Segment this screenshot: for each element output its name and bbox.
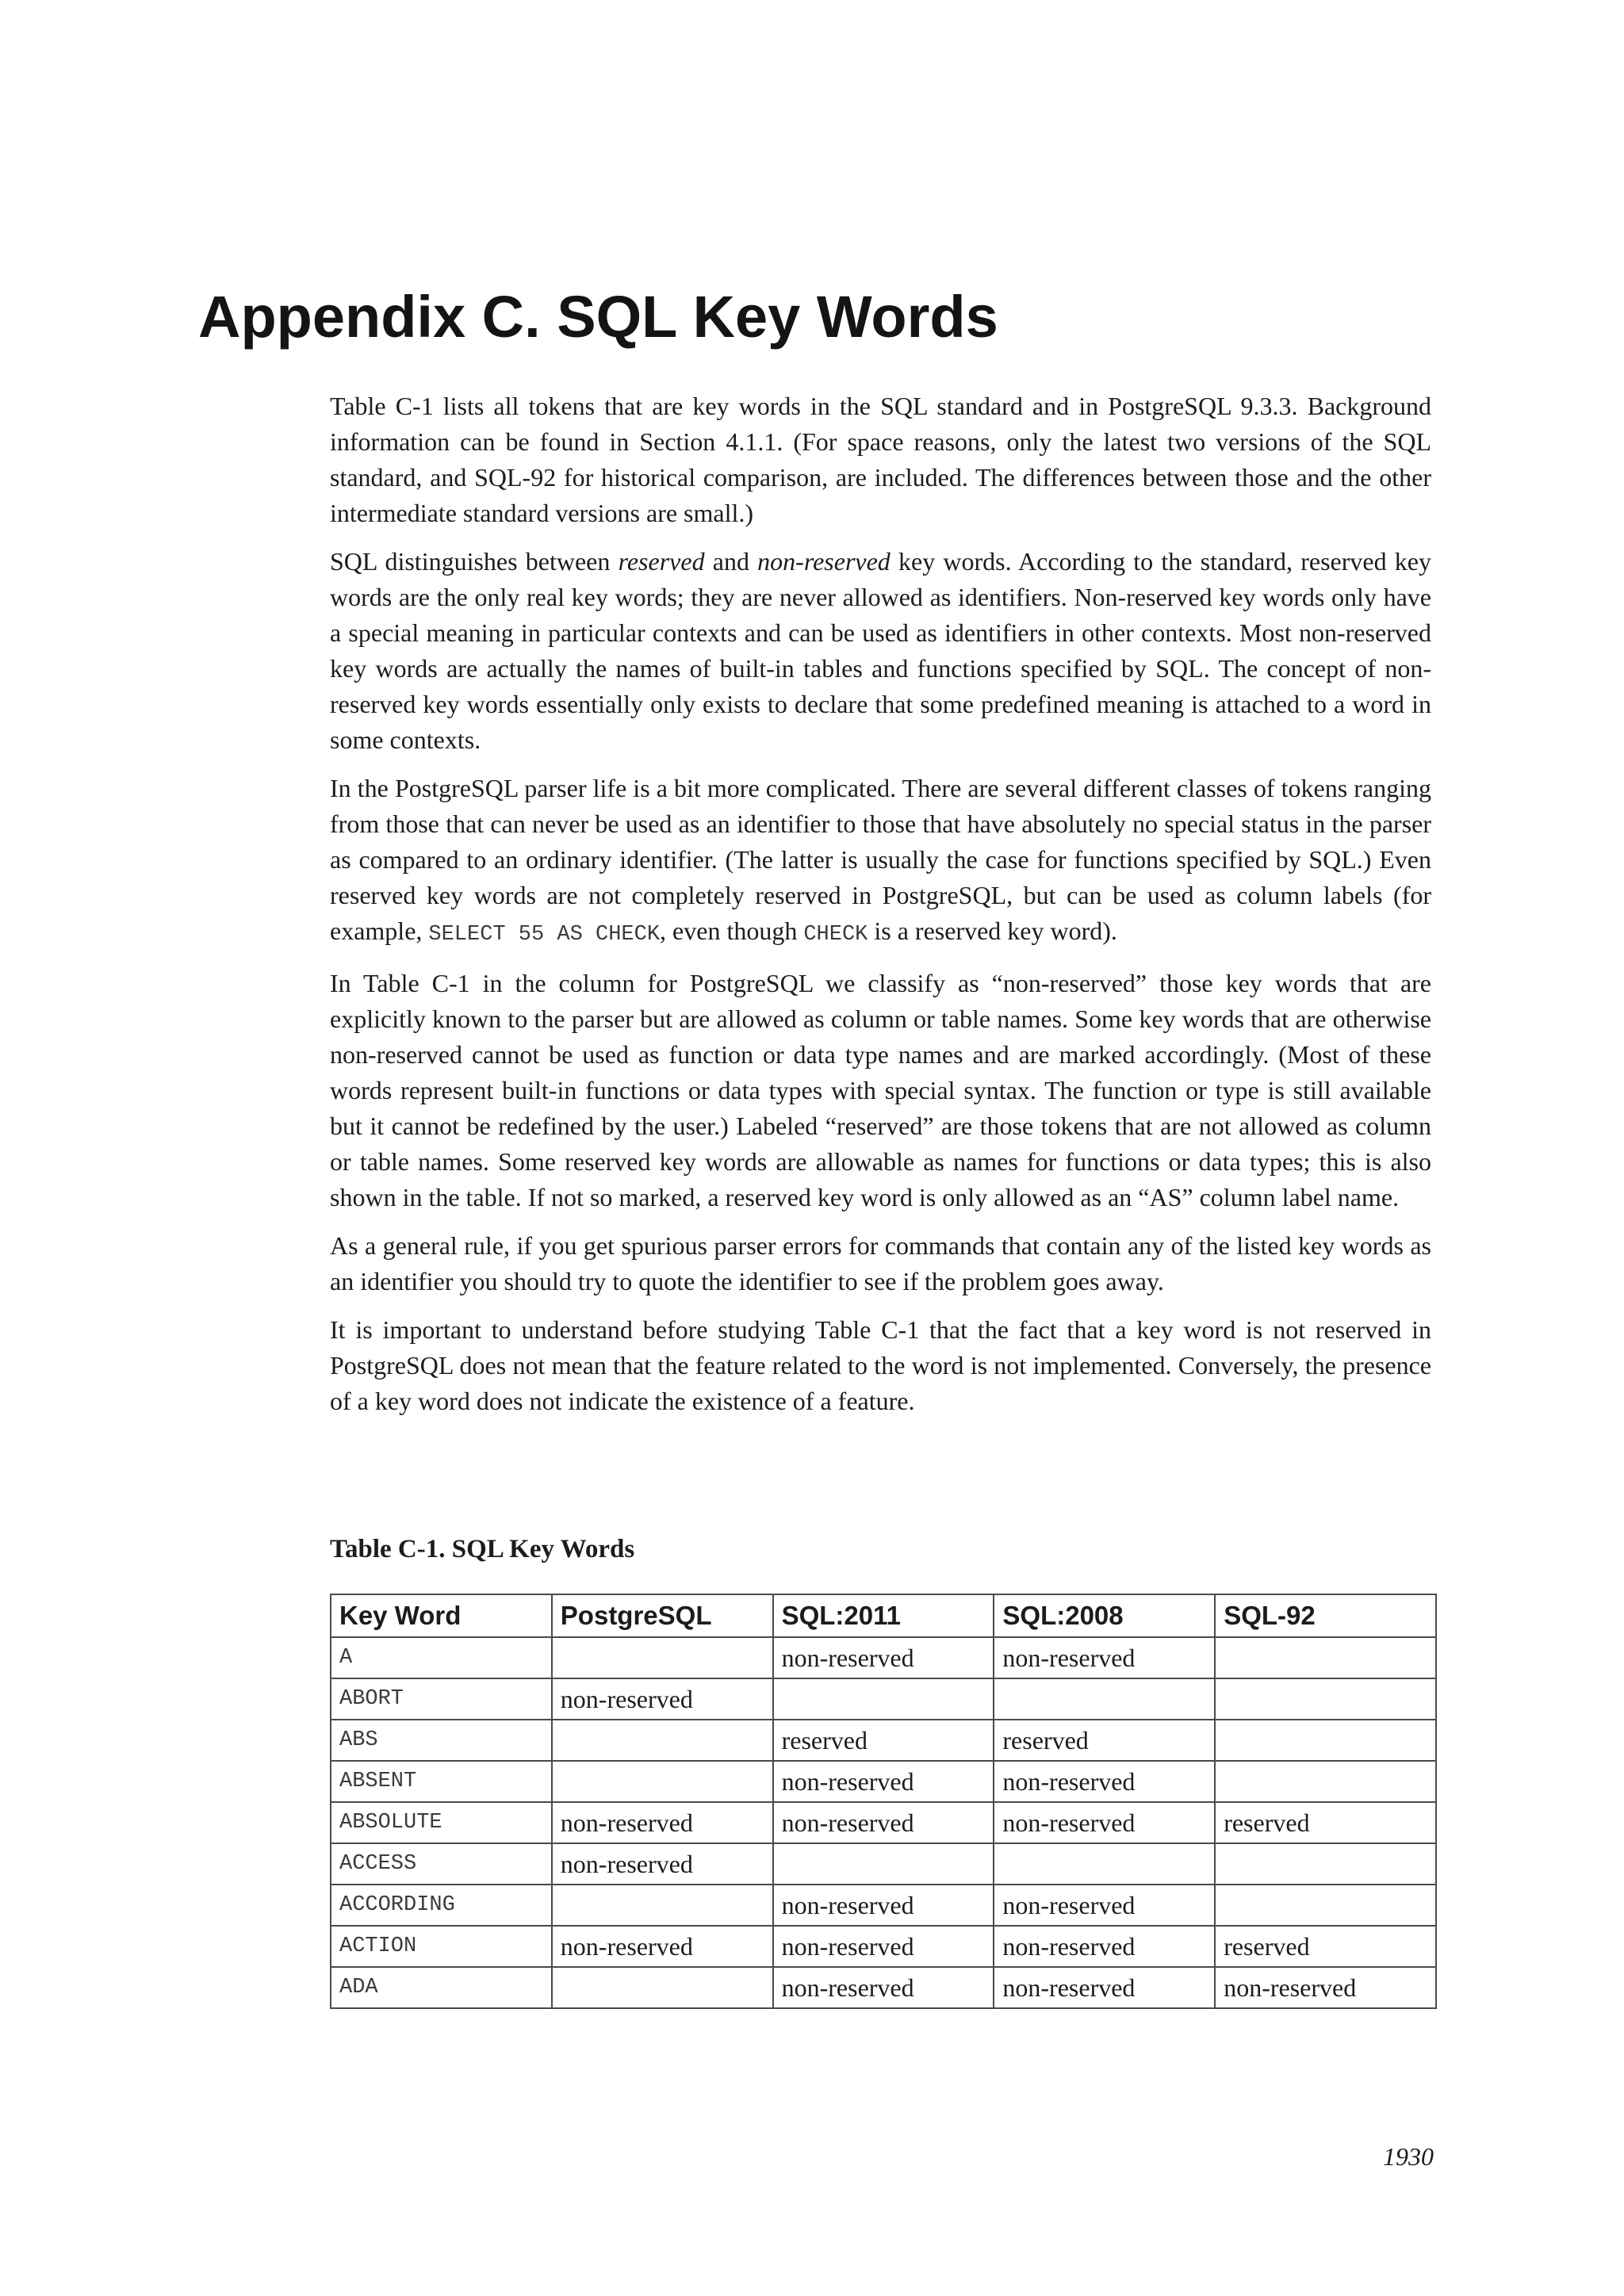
column-header: SQL:2008 xyxy=(994,1594,1215,1637)
status-cell xyxy=(1215,1761,1436,1802)
status-cell xyxy=(1215,1678,1436,1720)
status-cell xyxy=(1215,1843,1436,1885)
status-cell: reserved xyxy=(1215,1926,1436,1967)
status-cell: reserved xyxy=(773,1720,994,1761)
status-cell: non-reserved xyxy=(773,1637,994,1678)
table-row xyxy=(331,1678,1436,1720)
status-cell: non-reserved xyxy=(552,1926,773,1967)
page-number: 1930 xyxy=(1383,2142,1434,2171)
paragraph-parser xyxy=(330,771,1431,953)
emphasis-reserved: reserved xyxy=(618,547,705,576)
table-header-row xyxy=(331,1594,1436,1637)
status-cell xyxy=(773,1678,994,1720)
status-cell: non-reserved xyxy=(994,1637,1215,1678)
paragraph-reserved-definition xyxy=(330,544,1431,758)
status-cell: non-reserved xyxy=(994,1926,1215,1967)
column-header: SQL-92 xyxy=(1215,1594,1436,1637)
status-cell xyxy=(552,1720,773,1761)
status-cell xyxy=(994,1843,1215,1885)
table-row xyxy=(331,1926,1436,1967)
table-row xyxy=(331,1802,1436,1843)
status-cell xyxy=(552,1885,773,1926)
paragraph-important: It is important to understand before studying Table C-1 that the fact that a key word is not reserved in PostgreSQL does not mean that the feature related to the word is not implemented. Conversely, the presence of a key word does not indicate the existence of a feature. xyxy=(330,1315,1431,1415)
status-cell xyxy=(1215,1637,1436,1678)
emphasis-non-reserved: non-reserved xyxy=(757,547,891,576)
body-text xyxy=(330,388,1431,1432)
code-example: SELECT 55 AS CHECK xyxy=(428,923,661,947)
status-cell: non-reserved xyxy=(773,1967,994,2008)
status-cell: non-reserved xyxy=(773,1802,994,1843)
status-cell: non-reserved xyxy=(1215,1967,1436,2008)
keyword-cell: ABS xyxy=(331,1720,552,1761)
text-run: In the PostgreSQL parser life is a bit more complicated. There are several different classes of tokens ranging from those that can never be used as an identifier to those that have absolutely no special status in the parser as compared to an ordinary identifier. (The latter is usually the case for functions specified by SQL.) Even reserved key words are not completely reserved in PostgreSQL, but can be used as column labels (for example, xyxy=(330,774,1431,945)
status-cell: non-reserved xyxy=(994,1761,1215,1802)
paragraph-general-rule: As a general rule, if you get spurious parser errors for commands that contain any of the listed key words as an identifier you should try to quote the identifier to see if the problem goes away. xyxy=(330,1231,1431,1295)
status-cell: non-reserved xyxy=(773,1926,994,1967)
table-row xyxy=(331,1637,1436,1678)
table-title: Table C-1. SQL Key Words xyxy=(330,1535,635,1563)
keywords-table xyxy=(330,1594,1437,2009)
status-cell: non-reserved xyxy=(994,1967,1215,2008)
keyword-cell: ADA xyxy=(331,1967,552,2008)
status-cell: non-reserved xyxy=(773,1761,994,1802)
status-cell: non-reserved xyxy=(773,1885,994,1926)
keyword-cell: ACCORDING xyxy=(331,1885,552,1926)
column-header: SQL:2011 xyxy=(773,1594,994,1637)
table-row xyxy=(331,1720,1436,1761)
status-cell: non-reserved xyxy=(552,1802,773,1843)
status-cell xyxy=(773,1843,994,1885)
keyword-cell: ABORT xyxy=(331,1678,552,1720)
column-header: Key Word xyxy=(331,1594,552,1637)
table-row xyxy=(331,1843,1436,1885)
column-header: PostgreSQL xyxy=(552,1594,773,1637)
keyword-cell: ABSENT xyxy=(331,1761,552,1802)
table-row xyxy=(331,1761,1436,1802)
status-cell: non-reserved xyxy=(994,1802,1215,1843)
keyword-cell: ACCESS xyxy=(331,1843,552,1885)
keyword-cell: ABSOLUTE xyxy=(331,1802,552,1843)
text-run: key words. According to the standard, reserved key words are the only real key words; they are never allowed as identifiers. Non-reserved key words only have a special meaning in particular contexts and can be used as identifiers in other contexts. Most non-reserved key words are actually the names of built-in tables and functions specified by SQL. The concept of non-reserved key words essentially only exists to declare that some predefined meaning is attached to a word in some contexts. xyxy=(330,547,1432,754)
status-cell xyxy=(1215,1720,1436,1761)
status-cell: non-reserved xyxy=(994,1885,1215,1926)
paragraph-intro: Table C-1 lists all tokens that are key words in the SQL standard and in PostgreSQL 9.3.3. Background information can be found in Section 4.1.1. (For space reasons, only the latest two versions of the SQL standard, and SQL-92 for historical comparison, are included. The differences between those and the other intermediate standard versions are small.) xyxy=(330,392,1431,527)
status-cell: non-reserved xyxy=(552,1678,773,1720)
paragraph-classification: In Table C-1 in the column for PostgreSQL we classify as “non-reserved” those key words that are explicitly known to the parser but are allowed as column or table names. Some key words that are otherwise non-reserved cannot be used as function or data type names and are marked accordingly. (Most of these words represent built-in functions or data types with special syntax. The function or type is still available but it cannot be redefined by the user.) Labeled “reserved” are those tokens that are not allowed as column or table names. Some reserved key words are allowable as names for functions or data types; this is also shown in the table. If not so marked, a reserved key word is only allowed as an “AS” column label name. xyxy=(330,969,1431,1211)
table-body xyxy=(331,1637,1436,2008)
status-cell xyxy=(1215,1885,1436,1926)
status-cell xyxy=(552,1637,773,1678)
text-run: and xyxy=(704,547,758,576)
text-run: SQL distinguishes between xyxy=(330,547,619,576)
table-row xyxy=(331,1967,1436,2008)
status-cell: non-reserved xyxy=(552,1843,773,1885)
status-cell: reserved xyxy=(1215,1802,1436,1843)
text-run: is a reserved key word). xyxy=(868,916,1117,945)
table-row xyxy=(331,1885,1436,1926)
keyword-cell: ACTION xyxy=(331,1926,552,1967)
text-run: , even though xyxy=(660,916,804,945)
status-cell: reserved xyxy=(994,1720,1215,1761)
code-keyword: CHECK xyxy=(803,923,868,947)
status-cell xyxy=(552,1761,773,1802)
page-title: Appendix C. SQL Key Words xyxy=(198,284,998,350)
status-cell xyxy=(994,1678,1215,1720)
status-cell xyxy=(552,1967,773,2008)
keyword-cell: A xyxy=(331,1637,552,1678)
